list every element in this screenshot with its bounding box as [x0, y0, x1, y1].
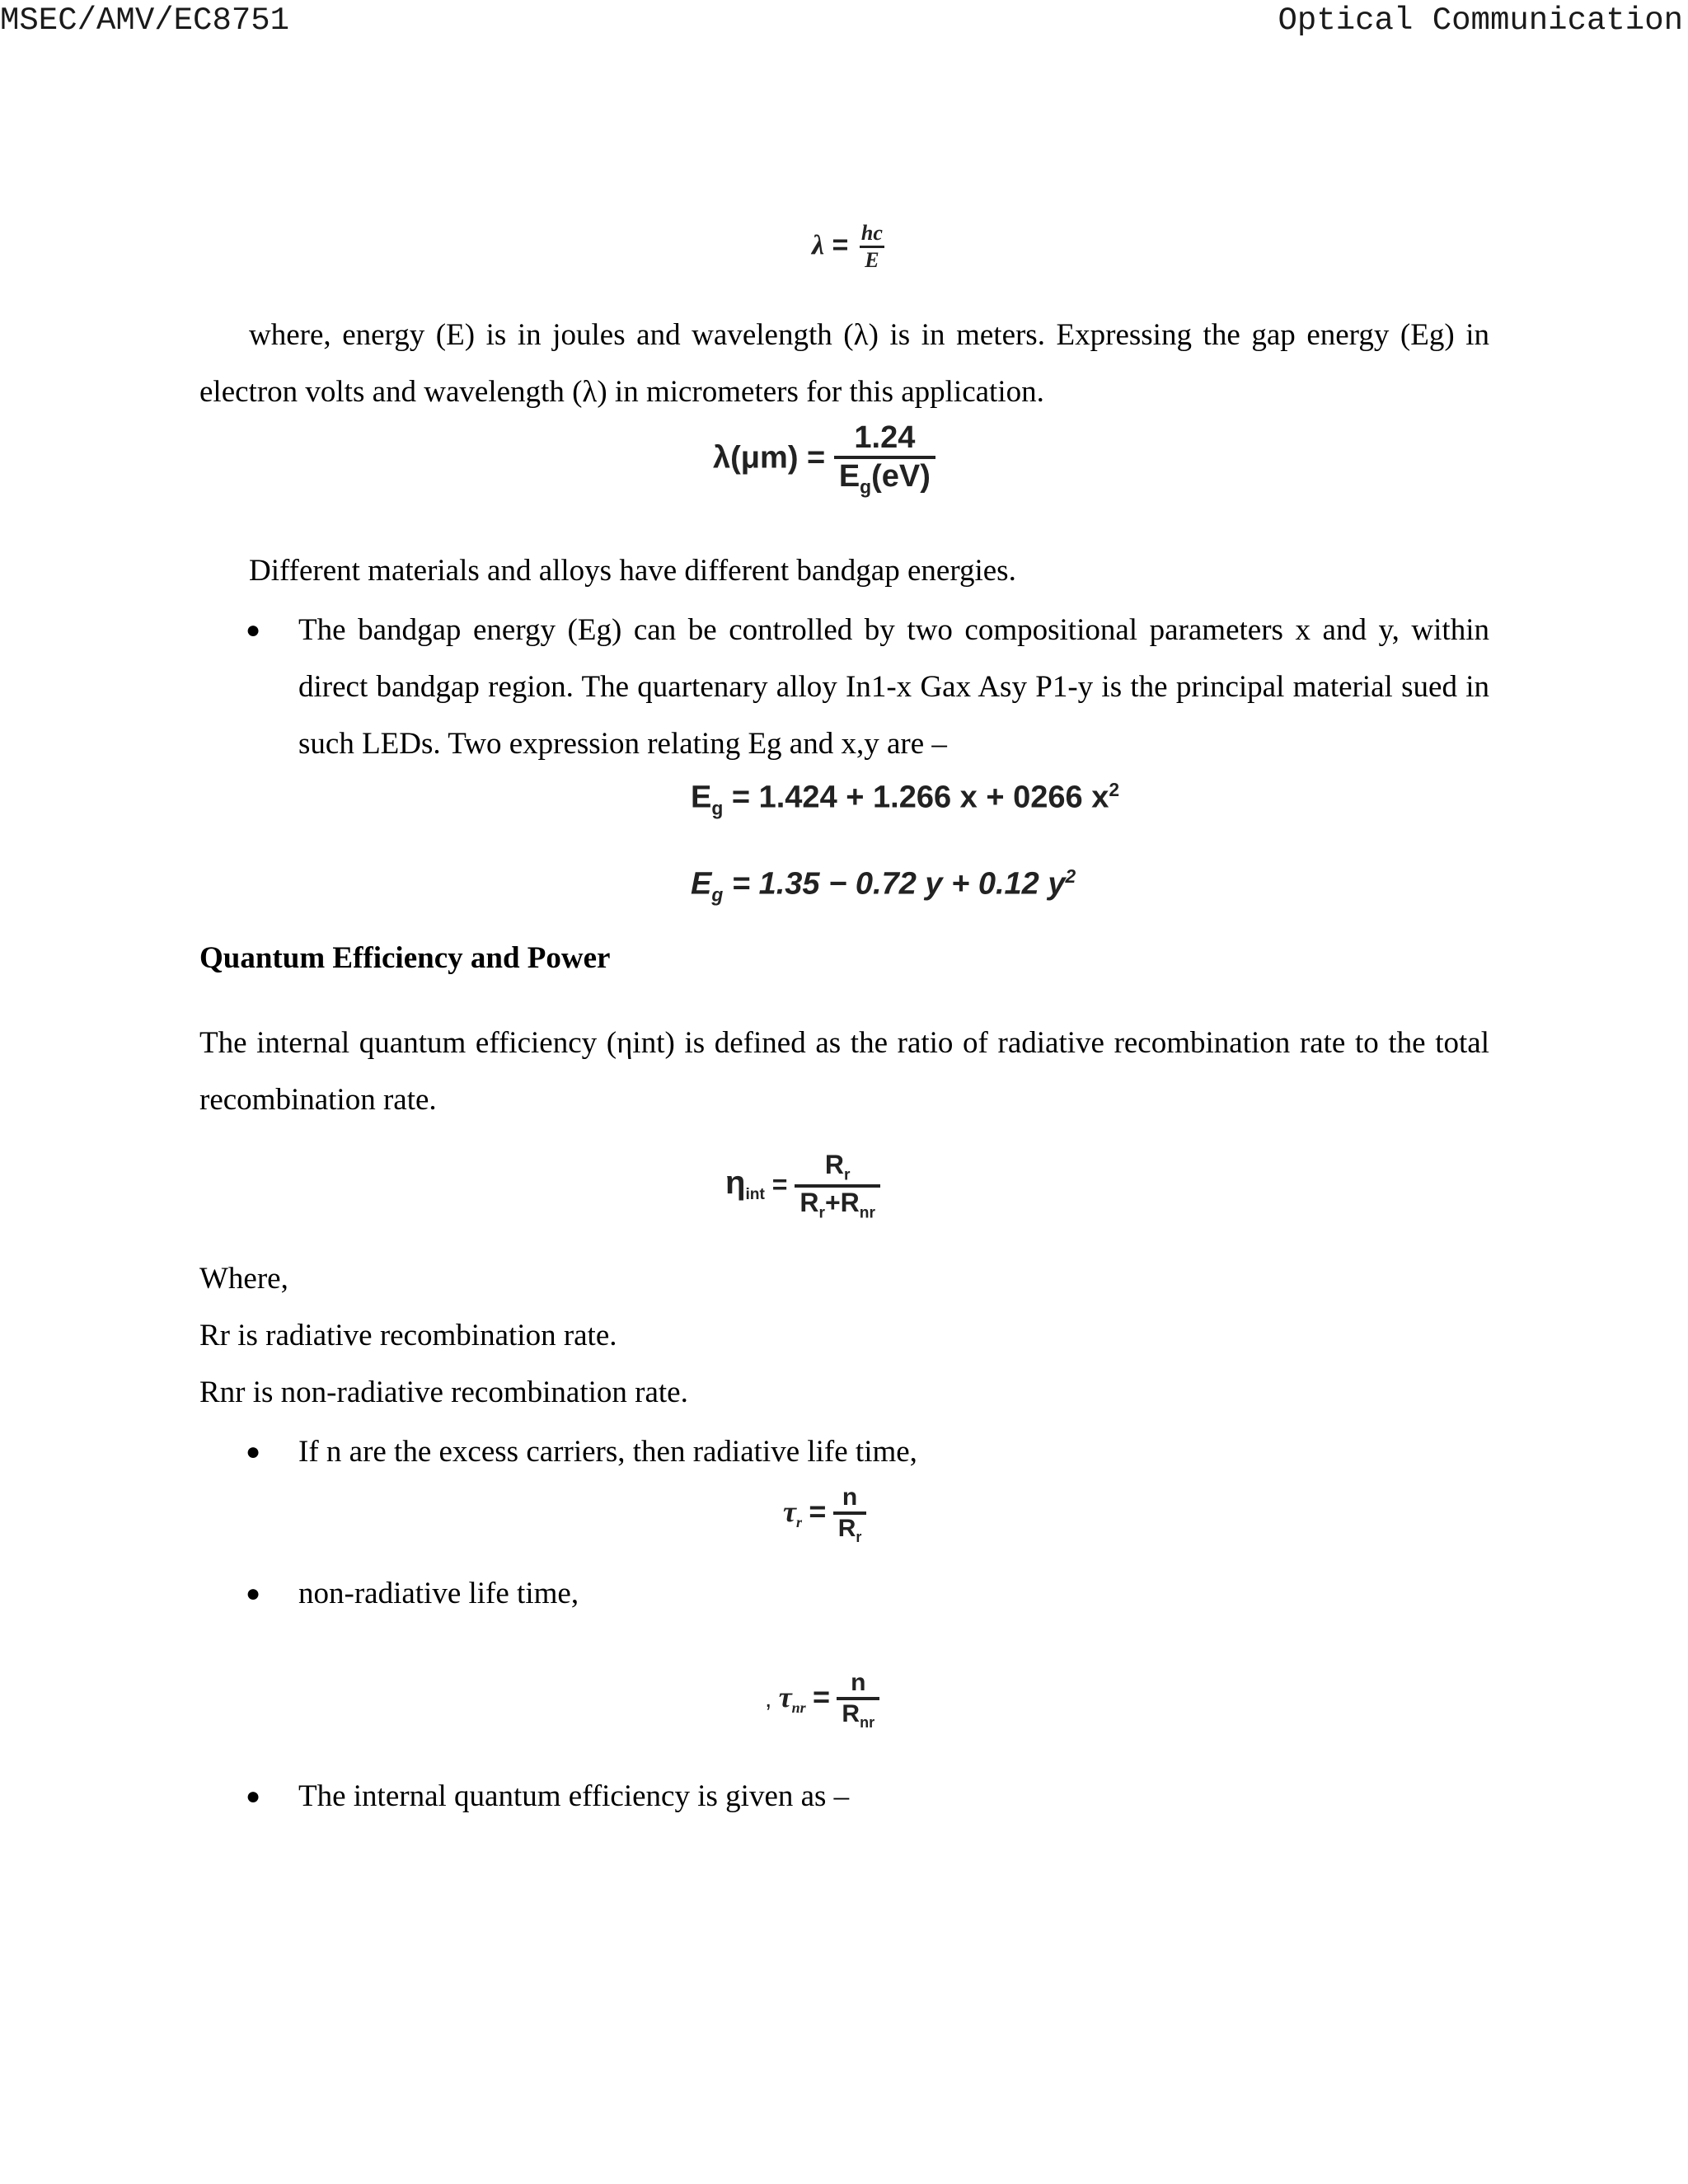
- equation-tau-r: $\tau_r$ = $\frac{n}{R_r}$: [783, 1483, 866, 1546]
- equation-eg-y: $E_g = 1.35 - 0.72$ y + 0.12 $y^2$: [691, 865, 1076, 906]
- header-subject: Optical Communication: [1278, 2, 1683, 39]
- equation-eta-int: $\eta_{int}$ = $\frac{R_r}{R_r+R_{nr}}$: [725, 1150, 880, 1223]
- bullet-marker: ●: [246, 1580, 261, 1607]
- bullet-marker: ●: [246, 1783, 261, 1810]
- equation-lambda-hc-over-e: λ = $\frac{hc}{E}$: [812, 221, 883, 272]
- bullet-item-nonradiative-lifetime: non-radiative life time,: [298, 1577, 579, 1610]
- header-doc-code: MSEC/AMV/EC8751: [0, 2, 290, 39]
- definition-rr: Rr is radiative recombination rate.: [199, 1319, 617, 1352]
- section-heading-quantum-efficiency: Quantum Efficiency and Power: [199, 941, 611, 975]
- equation-lambda-micrometers: λ(μm) = $\frac{1.24}{E_g(eV)}$: [713, 420, 935, 499]
- bullet-marker: ●: [246, 1438, 261, 1465]
- bullet-marker: ●: [246, 616, 261, 644]
- bullet-item-radiative-lifetime: If n are the excess carriers, then radiative life time,: [298, 1435, 917, 1469]
- equation-eg-x: $E_g = 1.424 + 1.266$ x + 0266 $x^2$: [691, 779, 1120, 819]
- definition-rnr: Rnr is non-radiative recombination rate.: [199, 1376, 688, 1409]
- bullet-item-bandgap-control: The bandgap energy (Eg) can be controlled by two compositional parameters x and y, within direct bandgap region. The quartenary alloy In1-x Gax Asy P1-y is the principal material sued in such LEDs. Two expression relating Eg and x,y are –: [298, 613, 1489, 761]
- where-label: Where,: [199, 1262, 288, 1296]
- paragraph-internal-quantum-efficiency: The internal quantum efficiency (ηint) is defined as the ratio of radiative recombination rate to the total recombination rate.: [199, 1026, 1489, 1117]
- bullet-item-internal-qe-given: The internal quantum efficiency is given as –: [298, 1779, 850, 1813]
- paragraph-bandgap-materials: Different materials and alloys have different bandgap energies.: [249, 554, 1016, 588]
- equation-tau-nr: , $\tau_{nr}$ = $\frac{n}{R_{nr}}$: [765, 1669, 879, 1732]
- paragraph-wavelength-units: where, energy (E) is in joules and wavelength (λ) is in meters. Expressing the gap energy (Eg) in electron volts and wavelength (λ) in micrometers for this application.: [199, 318, 1489, 409]
